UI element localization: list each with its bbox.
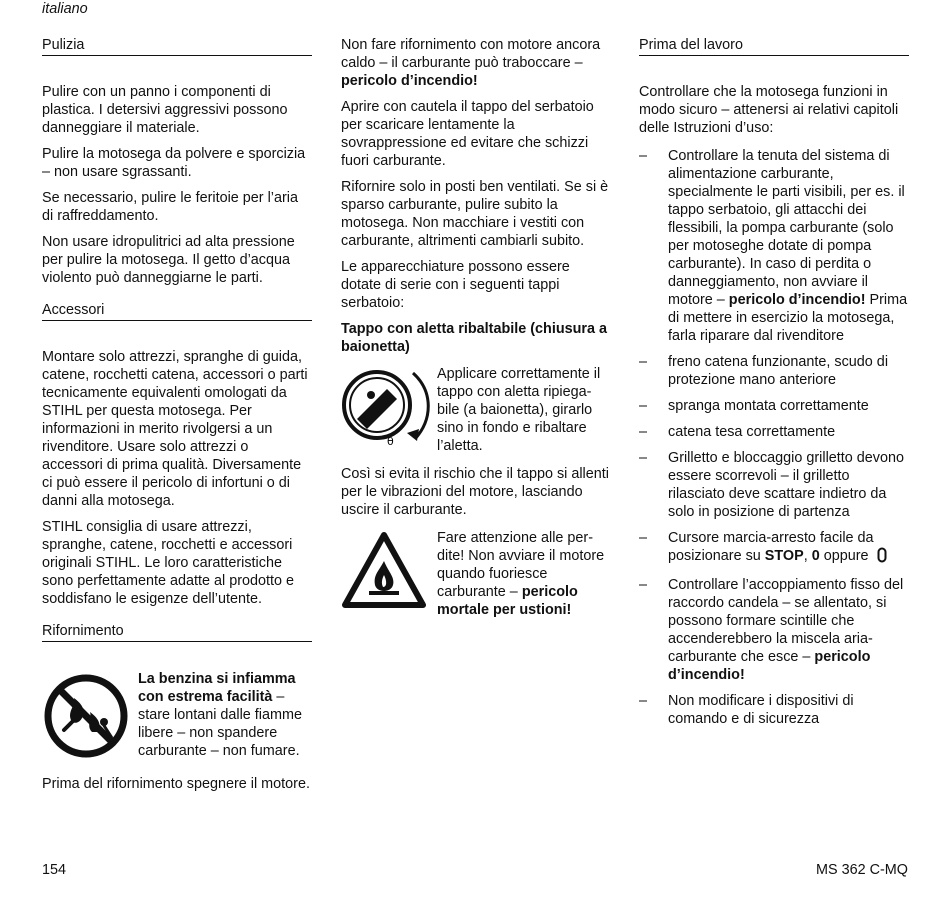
dash: – [639, 354, 648, 370]
warning-text [138, 670, 312, 760]
text: spranga montata correttamente [668, 398, 869, 414]
paragraph: Così si evita il rischio che il tappo si allenti per le vibrazioni del motore, lasciando uscire il carburante. [341, 466, 609, 518]
dash: – [639, 424, 648, 440]
column-right [639, 36, 909, 736]
fuel-cap-icon [341, 367, 437, 450]
section-title-rifornimento: Rifornimento [42, 622, 312, 642]
flammable-warning-icon [341, 531, 437, 614]
list-item [639, 397, 909, 415]
tappo-instruction [341, 365, 611, 455]
tappo-text: Applicare correttamente il tappo con aletta ripiega-bile (a baionetta), girarlo sino in fondo e ribaltare l’aletta. [437, 366, 601, 454]
text: catena tesa correttamente [668, 424, 836, 440]
dash: – [639, 148, 648, 164]
dash: – [639, 530, 648, 546]
page-number: 154 [42, 862, 67, 878]
zero-label: 0 [811, 548, 820, 564]
list-item [639, 576, 909, 684]
dash: – [639, 450, 648, 466]
model-name: MS 362 C-MQ [816, 862, 908, 878]
text: Non fare rifornimento con motore ancora caldo – il carburante può traboccare – [341, 37, 601, 71]
danger-text: pericolo d’incendio! [728, 292, 866, 308]
stop-switch-icon [877, 547, 887, 568]
section-title-prima-del-lavoro: Prima del lavoro [639, 36, 909, 56]
text: Controllare l’accoppiamento fisso del raccordo candela – se allentato, si possono formare scintille che accenderebbero la miscela aria-carburante che esce – [668, 577, 904, 665]
text: Grilletto e bloccaggio grilletto devono essere scorrevoli – il grilletto rilasciato deve scattare indietro da solo in posizione di partenza [668, 450, 904, 520]
svg-text:θ: θ [387, 435, 394, 445]
text: Controllare la tenuta del sistema di alimentazione carburante, specialmente le parti visibili, per es. il tappo serbatoio, gli attacchi dei flessibili, la pompa carburante (solo per motoseghe dotate di pompa carburante). In caso di perdita o danneggiamento, non avviare il motore – [668, 148, 905, 308]
warning-fire [341, 529, 611, 619]
text: Non modificare i dispositivi di comando e di sicurezza [668, 693, 854, 727]
list-item [639, 529, 909, 568]
subsection-title-tappo: Tappo con aletta ribaltabile (chiusura a baionetta) [341, 321, 608, 355]
list-item [639, 423, 909, 441]
text: oppure [819, 548, 873, 564]
danger-text: pericolo mortale per ustioni! [437, 584, 578, 618]
paragraph: Pulire la motosega da polvere e sporcizia – non usare sgrassanti. [42, 146, 306, 180]
paragraph: Non usare idropulitrici ad alta pressione per pulire la motosega. Il getto d’acqua violento può danneggiarne le parti. [42, 234, 295, 286]
text: freno catena funzionante, scudo di protezione mano anteriore [668, 354, 889, 388]
paragraph: Controllare che la motosega funzioni in modo sicuro – attenersi ai relativi capitoli delle Istruzioni d’uso: [639, 84, 899, 136]
text: , [803, 548, 812, 564]
column-left [42, 36, 312, 801]
list-item [639, 353, 909, 389]
section-title-pulizia: Pulizia [42, 36, 312, 56]
no-open-flame-icon [42, 672, 138, 765]
text: Prima di mettere in esercizio la motosega, farla riparare dal rivenditore [668, 292, 908, 344]
paragraph: Rifornire solo in posti ben ventilati. Se si è sparso carburante, pulire subito la motosega. Non macchiare i vestiti con carburante, altrimenti cambiarli subito. [341, 179, 609, 249]
dash: – [639, 693, 648, 709]
language-label: italiano [42, 1, 88, 17]
stop-label: STOP [764, 548, 804, 564]
list-item [639, 147, 909, 345]
paragraph: Aprire con cautela il tappo del serbatoio per scaricare lentamente la sovrappressione ed evitare che schizzi fuori carburante. [341, 99, 594, 169]
text: Cursore marcia-arresto facile da posizionare su [668, 530, 874, 564]
fire-danger-text: pericolo d’incendio! [341, 73, 478, 89]
warning-no-flames [42, 670, 312, 765]
list-item [639, 449, 909, 521]
warning-fire-text [437, 529, 611, 619]
paragraph: Pulire con un panno i componenti di plastica. I detersivi aggressivi possono danneggiare il materiale. [42, 84, 288, 136]
warning-bold: La benzina si infiamma con estrema facilità [138, 671, 296, 705]
paragraph [341, 36, 611, 90]
warning-rest: – stare lontani dalle fiamme libere – non spandere carburante – non fumare. [138, 689, 302, 759]
list-item [639, 692, 909, 728]
paragraph: Se necessario, pulire le feritoie per l’aria di raffreddamento. [42, 190, 298, 224]
paragraph: Le apparecchiature possono essere dotate di serie con i seguenti tappi serbatoio: [341, 259, 570, 311]
paragraph: Montare solo attrezzi, spranghe di guida, catene, rocchetti catena, accessori o parti tecnicamente equivalenti omologati da STIHL per questa motosega. Per informazioni in merito rivolgersi a un rivenditore. Usare solo attrezzi o accessori di prima qualità. Diversamente ci può essere il pericolo di infortuni o di danni alla motosega. [42, 349, 308, 509]
dash: – [639, 577, 648, 593]
text: Fare attenzione alle per-dite! Non avviare il motore quando fuoriesce carburante – [437, 530, 605, 600]
danger-text: pericolo d’incendio! [668, 649, 871, 683]
paragraph: STIHL consiglia di usare attrezzi, spranghe, catene, rocchetti e accessori originali STIHL. Le loro caratteristiche sono perfettamente adatte al prodotto e soddisfano le esigenze dell’utente. [42, 519, 295, 607]
checklist [639, 147, 909, 728]
column-middle [341, 36, 611, 629]
paragraph: Prima del rifornimento spegnere il motore. [42, 776, 310, 792]
dash: – [639, 398, 648, 414]
section-title-accessori: Accessori [42, 301, 312, 321]
